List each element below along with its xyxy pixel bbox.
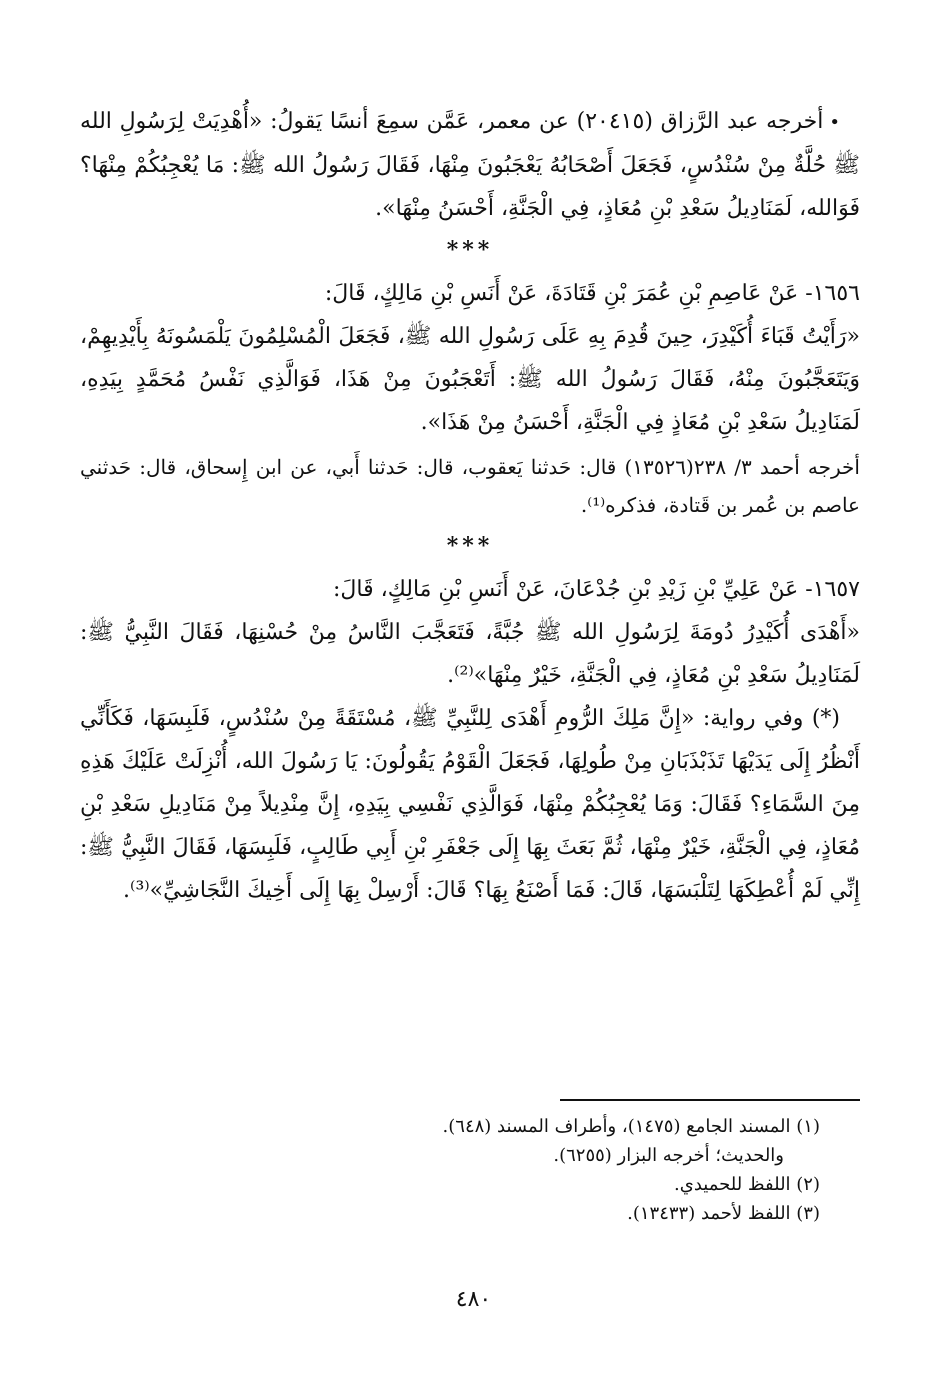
footnote-divider bbox=[560, 1099, 860, 1101]
section-separator: *** bbox=[446, 533, 494, 559]
hadith-1657-text: «أَهْدَى أُكَيْدِرُ دُومَةَ لِرَسُولِ الله ﷺ جُبَّةً، فَتَعَجَّبَ النَّاسُ مِنْ حُسْنِهَا، فَقَالَ النَّبِيُّ ﷺ: لَمَنَادِيلُ سَعْدِ بْنِ مُعَاذٍ، فِي الْجَنَّةِ، خَيْرٌ مِنْهَا»⁽²⁾. bbox=[80, 620, 860, 688]
intro-hadith-text: «أُهْدِيَتْ لِرَسُولِ الله ﷺ حُلَّةٌ مِنْ سُنْدُسٍ، فَجَعَلَ أَصْحَابُهُ يَعْجَبُونَ مِنْهَا، فَقَالَ رَسُولُ الله ﷺ: مَا يُعْجِبُكُمْ مِنْهَا؟ فَوَالله، لَمَنَادِيلُ سَعْدِ بْنِ مُعَاذٍ، فِي الْجَنَّةِ، أَحْسَنُ مِنْهَا». bbox=[80, 109, 860, 221]
footnote-1-continued: والحديث؛ أخرجه البزار (٦٢٥٥). bbox=[553, 1145, 784, 1166]
hadith-1657-heading: ١٦٥٧- عَنْ عَلِيِّ بْنِ زَيْدِ بْنِ جُدْعَانَ، عَنْ أَنَسِ بْنِ مَالِكٍ، قَالَ: bbox=[333, 577, 860, 602]
main-text bbox=[80, 100, 860, 912]
intro-takhrij: أخرجه عبد الرَّزاق (٢٠٤١٥) عن معمر، عَمَّن سمِعَ أنسًا يَقولُ: bbox=[270, 109, 824, 134]
hadith-1656-text: «رَأَيْتُ قَبَاءَ أُكَيْدِرَ، حِينَ قُدِمَ بِهِ عَلَى رَسُولِ الله ﷺ، فَجَعَلَ الْمُسْلِمُونَ يَلْمَسُونَهُ بِأَيْدِيهِمْ، وَيَتَعَجَّبُونَ مِنْهُ، فَقَالَ رَسُولُ الله ﷺ: أَتَعْجَبُونَ مِنْ هَذَا، فَوَالَّذِي نَفْسُ مُحَمَّدٍ بِيَدِهِ، لَمَنَادِيلُ سَعْدِ بْنِ مُعَاذٍ فِي الْجَنَّةِ، أَحْسَنُ مِنْ هَذَا». bbox=[80, 324, 860, 435]
bullet-icon: • bbox=[829, 112, 840, 133]
footnote-1: (١) المسند الجامع (١٤٧٥)، وأطراف المسند (٦٤٨). bbox=[442, 1116, 820, 1137]
hadith-1656-heading: ١٦٥٦- عَنْ عَاصِمِ بْنِ عُمَرَ بْنِ قَتَادَةَ، عَنْ أَنَسِ بْنِ مَالِكٍ، قَالَ: bbox=[324, 281, 860, 306]
footnote-3: (٣) اللفظ لأحمد (١٣٤٣٣). bbox=[627, 1203, 820, 1224]
page-body bbox=[80, 100, 860, 912]
hadith-1657-riwaya: (*) وفي رواية: «إِنَّ مَلِكَ الرُّومِ أَهْدَى لِلنَّبِيِّ ﷺ، مُسْتَقَةً مِنْ سُنْدُسٍ، فَلَبِسَهَا، فَكَأَنِّي أَنْظُرُ إِلَى يَدَيْهَا تَذَبْذَبَانِ مِنْ طُولِهَا، فَجَعَلَ الْقَوْمُ يَقُولُونَ: يَا رَسُولَ الله، أُنْزِلَتْ عَلَيْكَ هَذِهِ مِنَ السَّمَاءِ؟ فَقَالَ: وَمَا يُعْجِبُكُمْ مِنْهَا، فَوَالَّذِي نَفْسِي بِيَدِهِ، إِنَّ مِنْدِيلاً مِنْ مَنَادِيلِ سَعْدِ بْنِ مُعَاذٍ، فِي الْجَنَّةِ، خَيْرٌ مِنْهَا، ثُمَّ بَعَثَ بِهَا إِلَى جَعْفَرِ بْنِ أَبِي طَالِبٍ، فَلَبِسَهَا، فَقَالَ النَّبِيُّ ﷺ: إِنِّي لَمْ أُعْطِكَهَا لِتَلْبَسَهَا، قَالَ: فَمَا أَصْنَعُ بِهَا؟ قَالَ: أَرْسِلْ بِهَا إِلَى أَخِيكَ النَّجَاشِيِّ»⁽³⁾. bbox=[80, 706, 860, 903]
footnote-2: (٢) اللفظ للحميدي. bbox=[674, 1174, 820, 1195]
footnotes bbox=[80, 1112, 820, 1228]
hadith-1656-takhrij: أخرجه أحمد ٣/ ٢٣٨(١٣٥٢٦) قال: حَدثنا يَعقوب، قال: حَدثنا أَبي، عن ابن إِسحاق، قال: حَدثني عاصم بن عُمر بن قَتادة، فذكره⁽¹⁾. bbox=[80, 455, 860, 517]
page-number: ٤٨٠ bbox=[455, 1287, 492, 1312]
intro-paragraph bbox=[80, 100, 860, 230]
section-separator: *** bbox=[446, 237, 494, 263]
